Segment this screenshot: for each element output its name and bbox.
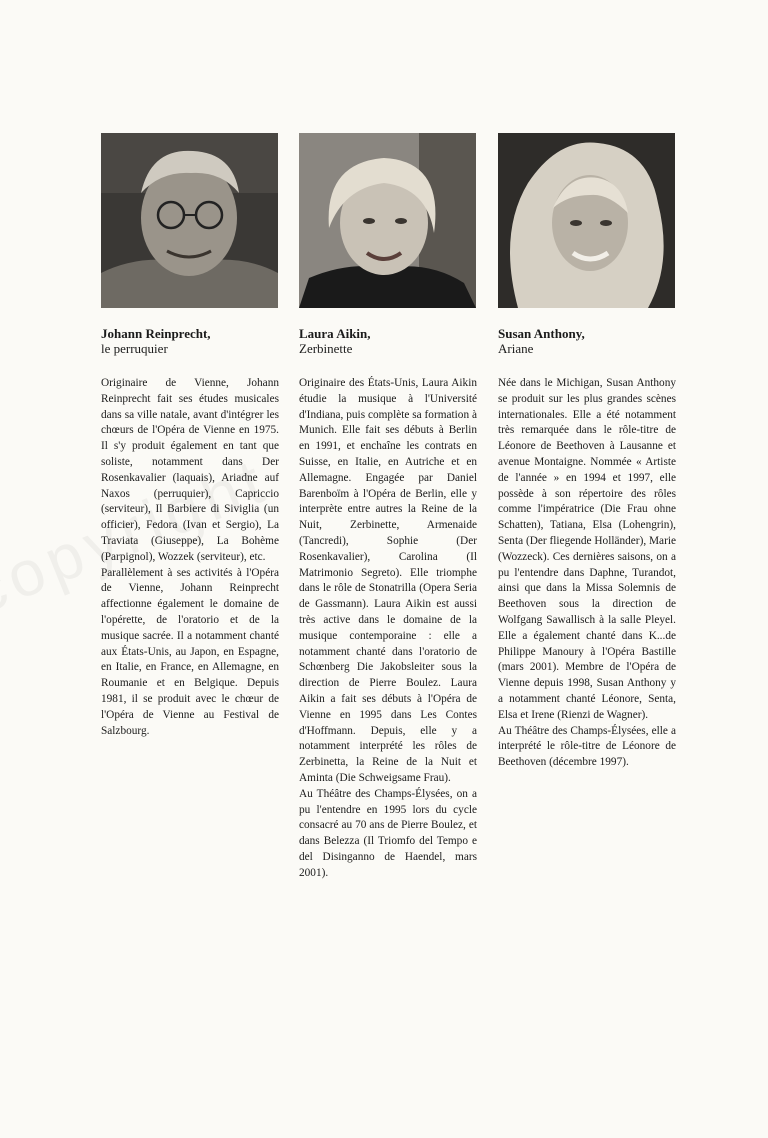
artist-name: Johann Reinprecht, — [101, 326, 211, 341]
artist-name: Laura Aikin, — [299, 326, 371, 341]
portrait-anthony-image — [498, 133, 675, 308]
portrait-reinprecht-image — [101, 133, 278, 308]
artist-name: Susan Anthony, — [498, 326, 585, 341]
biography-paragraph: Au Théâtre des Champs-Élysées, elle a interprété le rôle-titre de Léonore de Beethoven (décembre 1997). — [498, 724, 676, 769]
biography-paragraph: Originaire de Vienne, Johann Reinprecht fait ses études musicales dans sa ville natale, avant d'intégrer les chœurs de l'Opéra de Vienne en 1975. Il s'y produit également en tant que soliste, notamment dans Der Rosenkavalier (laquais), Ariadne auf Naxos (perruquier), Capriccio (serviteur), Il Barbiere di Siviglia (un officier), Fedora (Ivan et Sergio), La Traviata (Giuseppe), La Bohème (Parpignol), Wozzek (serviteur), etc. — [101, 377, 279, 563]
artist-column-reinprecht — [101, 133, 279, 739]
artist-column-aikin — [299, 133, 477, 882]
artist-column-anthony — [498, 133, 676, 771]
biography-paragraph: Au Théâtre des Champs-Élysées, on a pu l'entendre en 1995 lors du cycle consacré au 70 ans de Pierre Boulez, et dans Belezza (Il Triomfo del Tempo e del Disinganno de Haendel, mars 2001). — [299, 787, 477, 879]
biography-paragraph: Originaire des États-Unis, Laura Aikin étudie la musique à l'Université d'Indiana, puis complète sa formation à Munich. Elle fait ses débuts à Berlin en 1991, et enchaîne les contrats en Suisse, en Italie, en Autriche et en Allemagne. Engagée par Daniel Barenboïm à l'Opéra de Berlin, elle y interprète entre autres la Reine de la Nuit, Zerbinette, Armenaide (Tancredi), Sophie (Der Rosenkavalier), Carolina (Il Matrimonio Segreto). Elle triomphe dans le rôle de Stonatrilla (Opera Seria de Gassmann). Laura Aikin est aussi très active dans le domaine de la musique contemporaine : elle a notamment chanté dans l'oratorio de Schœnberg Die Jakobsleiter sous la direction de Pierre Boulez. Laura Aikin a fait ses débuts à l'Opéra de Vienne en 1995 dans Les Contes d'Hoffmann. Depuis, elle y a notamment interprété les rôles de Zerbinetta, la Reine de la Nuit et Aminta (Die Schweigsame Frau). — [299, 377, 477, 784]
portrait-photo-reinprecht — [101, 133, 278, 308]
artist-role: le perruquier — [101, 341, 168, 356]
biography-paragraph: Parallèlement à ses activités à l'Opéra de Vienne, Johann Reinprecht affectionne également le domaine de l'opérette, de l'oratorio et de la musique sacrée. Il a notamment chanté aux États-Unis, au Japon, en Espagne, en Italie, en France, en Allemagne, en Roumanie et en Belgique. Depuis 1981, il se produit avec le chœur de l'Opéra de Vienne au Festival de Salzbourg. — [101, 566, 279, 737]
portrait-photo-aikin — [299, 133, 476, 308]
artist-role: Ariane — [498, 341, 534, 356]
biography-paragraph: Née dans le Michigan, Susan Anthony se produit sur les plus grandes scènes internationales. Elle a été notamment très remarquée dans le rôle-titre de Léonore de Beethoven à Lausanne et avenue Montaigne. Nommée « Artiste de l'année » en 1994 et 1997, elle possède à son répertoire des rôles comme l'impératrice (Die Frau ohne Schatten), Tatiana, Elsa (Lohengrin), Senta (Der fliegende Holländer), Marie (Wozzeck). Ces dernières saisons, on a pu l'entendre dans Daphne, Turandot, ainsi que dans la Missa Solemnis de Beethoven sous la direction de Wolfgang Sawallisch à la salle Pleyel. Elle a également chanté dans K...de Philippe Manoury à l'Opéra Bastille (mars 2001). Membre de l'Opéra de Vienne depuis 1998, Susan Anthony y a notamment chanté Léonore, Senta, Elsa et Irene (Rienzi de Wagner). — [498, 377, 676, 721]
artist-role: Zerbinette — [299, 341, 353, 356]
artist-biography — [498, 376, 676, 771]
portrait-photo-anthony — [498, 133, 675, 308]
portrait-aikin-image — [299, 133, 476, 308]
artist-biography — [299, 376, 477, 882]
artist-biography — [101, 376, 279, 739]
